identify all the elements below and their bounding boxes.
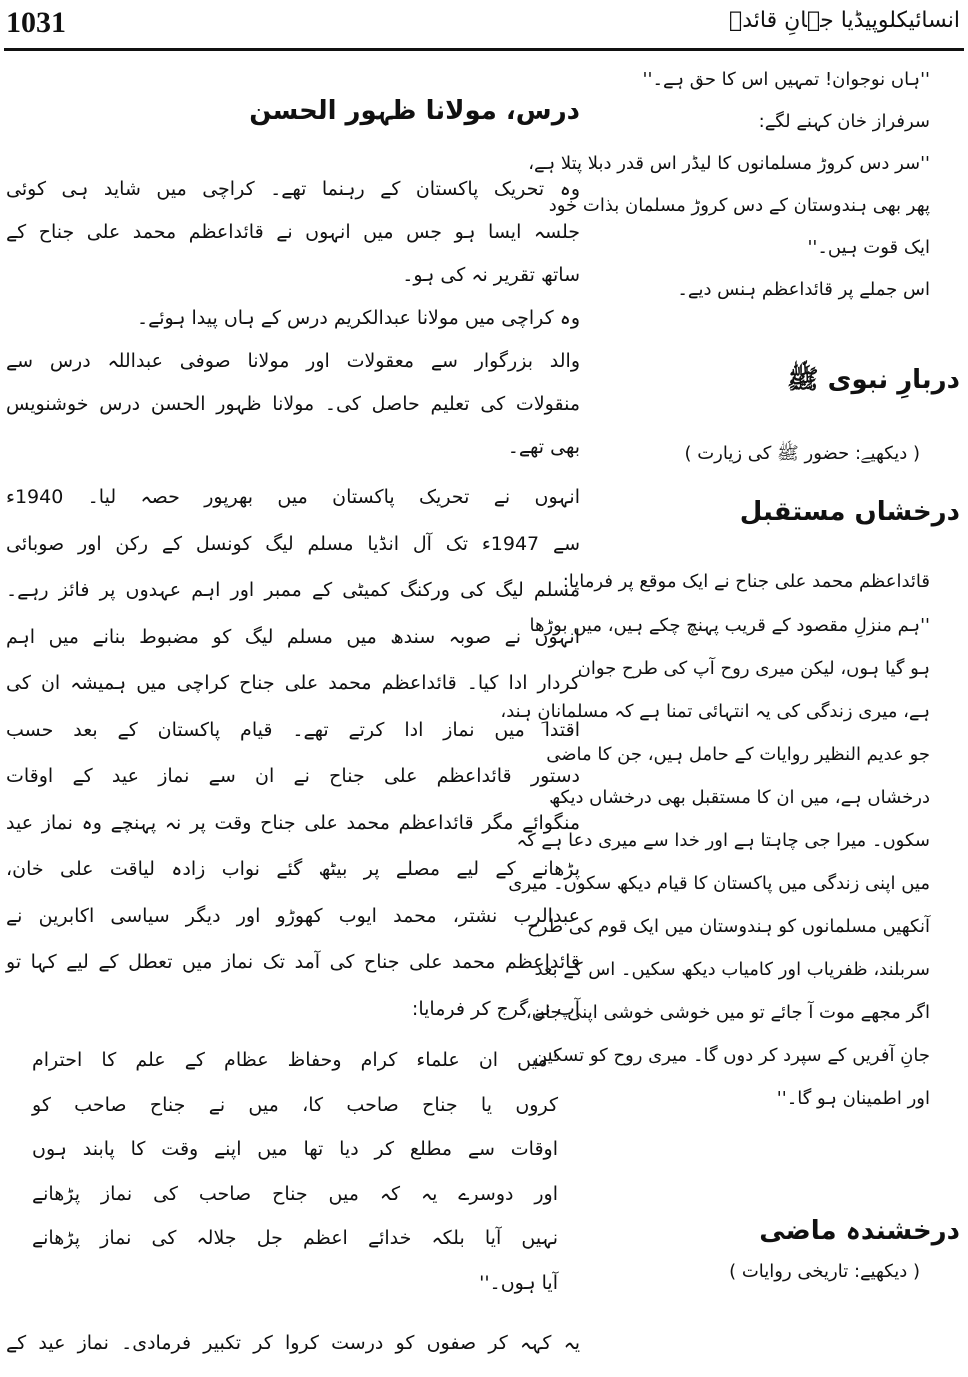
section-heading: دربارِ نبوی ﷺ [787, 365, 960, 395]
text-line: انہوں نے تحریک پاکستان میں بھرپور حصہ لیا۔ 1940ء [6, 486, 580, 508]
text-line: سے 1947ء تک آل انڈیا مسلم لیگ کونسل کے رکن اور صوبائی [6, 532, 581, 555]
paragraph [598, 101, 960, 143]
text-line: اوقات سے مطلع کر دیا تھا میں اپنے وقت کا پابند ہوں [32, 1138, 558, 1161]
paragraph [6, 168, 580, 297]
text-line: پھر بھی ہندوستان کے دس کروڑ مسلمان بذات خود [548, 195, 930, 216]
text-line: مسلم لیگ کی ورکنگ کمیٹی کے ممبر اور اہم عہدوں پر فائز رہے۔ [6, 579, 580, 601]
text-line: قائداعظم محمد علی جناح نے ایک موقع پر فرمایا: [562, 571, 930, 592]
paragraph [528, 143, 960, 269]
text-line: سکوں۔ میرا جی چاہتا ہے اور خدا سے میری دعا ہے کہ [516, 830, 930, 851]
text-line: یہ کہہ کر صفوں کو درست کروا کر تکبیر فرمادی۔ نماز عید کے [6, 1332, 580, 1354]
text-line: درخشاں ہے، میں ان کا مستقبل بھی درخشاں دیکھ [549, 787, 930, 808]
text-line: والد بزرگوار سے معقولات اور مولانا صوفی عبداللہ درس سے [6, 350, 580, 372]
text-line: منگوائے مگر قائداعظم محمد علی جناح وقت پر نہ پہنچے وہ نماز عید [6, 811, 580, 834]
text-line: وہ کراچی میں مولانا عبدالکریم درس کے ہاں پیدا ہوئے۔ [136, 307, 580, 329]
paragraph [562, 561, 960, 603]
text-line: دستور قائداعظم علی جناح نے ان سے نماز عید کے اوقات [6, 765, 580, 787]
text-line: نہیں آیا بلکہ خدائے اعظم جل جلالہ کی نماز پڑھانے [32, 1227, 558, 1250]
text-line: ''ہم منزلِ مقصود کے قریب پہنچ چکے ہیں، میں بوڑھا [529, 615, 930, 636]
text-line: سربلند، ظفریاب اور کامیاب دیکھ سکیں۔ اس کے بعد [534, 959, 930, 980]
text-line: ''سر دس کروڑ مسلمانوں کا لیڈر اس قدر دبلا پتلا ہے، [528, 153, 930, 174]
text-line: بھی تھے۔ [507, 436, 580, 458]
cross-reference: ( دیکھیے: تاریخی روایات ) [729, 1261, 920, 1282]
text-line: ایک قوت ہیں۔'' [807, 237, 930, 258]
paragraph [6, 297, 580, 340]
paragraph [598, 59, 960, 101]
text-line: آپ نے گرج کر فرمایا: [411, 997, 580, 1020]
text-line: آیا ہوں۔'' [479, 1271, 558, 1294]
text-line: ہو گیا ہوں، لیکن میری روح آپ کی طرح جوان [577, 658, 930, 679]
text-line: اور دوسرے یہ کہ میں جناح صاحب کی نماز پڑھانے [32, 1182, 558, 1205]
text-line: پڑھانے کے لیے مصلے پر بیٹھ گئے نواب زادہ لیاقت علی خان، [6, 858, 580, 880]
text-line: ہے، میری زندگی کی یہ انتہائی تمنا ہے کہ مسلمانانِ ہند، [500, 701, 930, 722]
text-line: میں اپنی زندگی میں پاکستان کا قیام دیکھ سکوں۔ میری [508, 873, 930, 894]
text-line: وہ تحریک پاکستان کے رہنما تھے۔ کراچی میں شاید ہی کوئی [6, 178, 580, 200]
page-number: 1031 [6, 6, 66, 39]
text-line: اور اطمینان ہو گا۔'' [776, 1088, 930, 1109]
text-line: اقتدا میں نماز ادا کرتے تھے۔ قیام پاکستان کے بعد حسب [6, 718, 580, 741]
section-heading: درس، مولانا ظہور الحسن [249, 96, 580, 126]
text-line: قائداعظم محمد علی جناح کی آمد تک نماز میں تعطل کے لیے کہا تو [6, 951, 580, 973]
text-line: سرفراز خان کہنے لگے: [758, 111, 930, 132]
text-line: ''ہاں نوجوان! تمہیں اس کا حق ہے۔'' [642, 69, 930, 90]
text-line: جلسہ ایسا ہو جس میں انہوں نے قائداعظم محمد علی جناح کے [6, 221, 580, 243]
text-line: اگر مجھے موت آ جائے تو میں خوشی خوشی اپنی جان، [525, 1002, 930, 1023]
paragraph [6, 340, 580, 469]
text-line: کروں یا جناح صاحب کا، میں نے جناح صاحب کو [32, 1093, 558, 1116]
text-line: ساتھ تقریر نہ کی ہو۔ [402, 264, 580, 286]
paragraph [500, 604, 960, 1120]
text-line: انہوں نے صوبہ سندھ میں مسلم لیگ کو مضبوط بنانے میں اہم [6, 625, 580, 648]
paragraph [6, 474, 580, 1032]
block-quote [6, 1038, 580, 1306]
cross-reference: ( دیکھیے: حضور ﷺ کی زیارت ) [684, 443, 920, 464]
header-rule [4, 48, 964, 51]
section-heading: درخشاں مستقبل [739, 497, 960, 527]
text-line: اس جملے پر قائداعظم ہنس دیے۔ [677, 279, 930, 300]
text-line: جو عدیم النظیر روایات کے حامل ہیں، جن کا ماضی [546, 744, 930, 765]
text-line: ''میں ان علماء کرام وحفاظ عظام کے علم کا احترام [32, 1049, 558, 1071]
text-line: کردار ادا کیا۔ قائداعظم محمد علی جناح کراچی میں ہمیشہ ان کی [6, 672, 580, 694]
text-line: آنکھیں مسلمانوں کو ہندوستان میں ایک قوم کی طرح [527, 916, 930, 937]
running-title: انسائیکلوپیڈیا جہانِ قائدؒ [729, 8, 960, 33]
section-heading: درخشندہ ماضی [759, 1216, 960, 1246]
paragraph [6, 1321, 580, 1365]
paragraph [598, 269, 960, 311]
text-line: جانِ آفریں کے سپرد کر دوں گا۔ میری روح کو تسکین [533, 1045, 930, 1066]
text-line: عبدالرب نشتر، محمد ایوب کھوڑو اور دیگر سیاسی اکابرین نے [6, 904, 580, 927]
text-line: منقولات کی تعلیم حاصل کی۔ مولانا ظہور الحسن درس خوشنویس [6, 393, 580, 415]
